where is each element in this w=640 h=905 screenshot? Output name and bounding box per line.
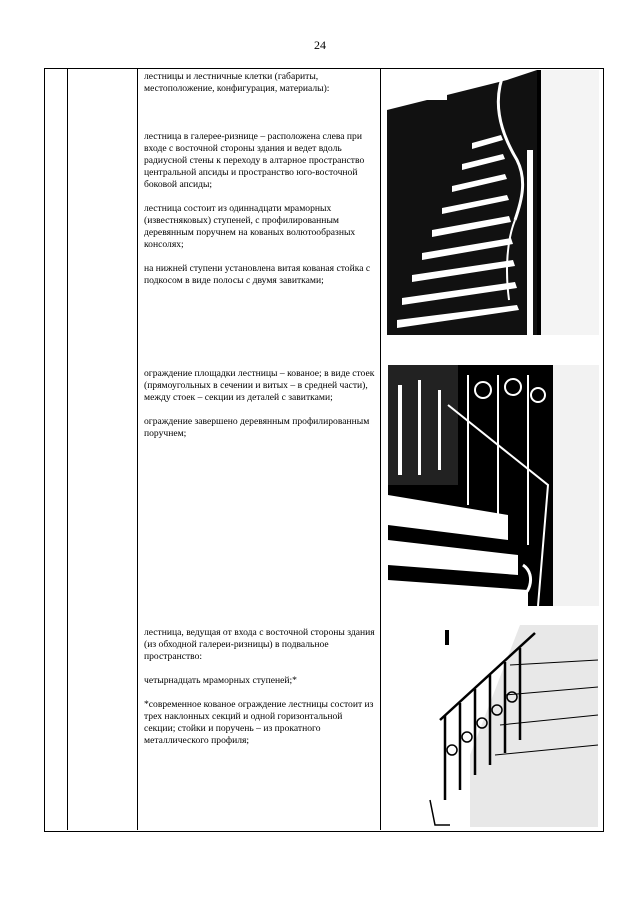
column-divider	[380, 68, 381, 830]
page-number: 24	[314, 38, 326, 52]
railing-photo-2	[388, 365, 599, 606]
column-divider	[67, 68, 68, 830]
staircase-photo-1	[387, 70, 599, 335]
paragraph: четырнадцать мраморных ступеней;*	[144, 675, 297, 686]
paragraph: ограждение площадки лестницы – кованое; в виде стоек (прямоугольных в сечении и витых – в средней части), между стоек – секции из деталей с завитками;	[144, 368, 375, 403]
paragraph: лестница, ведущая от входа с восточной стороны здания (из обходной галереи-ризницы) в подвальное пространство:	[144, 627, 375, 662]
basement-stair-photo-3	[410, 625, 598, 827]
section-1-text	[144, 71, 376, 299]
paragraph: *современное кованое ограждение лестницы состоит из трех наклонных секций и одной горизонтальной секции; стойки и поручень – из прокатного металлического профиля;	[144, 699, 374, 746]
paragraph: лестница в галерее-ризнице – расположена слева при входе с восточной стороны здания и ведет вдоль радиусной стены к переходу в алтарное пространство центральной апсиды и пространство юго-восточной боковой апсиды;	[144, 131, 365, 190]
paragraph: лестницы и лестничные клетки (габариты, местоположение, конфигурация, материалы):	[144, 71, 330, 94]
section-3-text	[144, 627, 376, 759]
column-divider	[137, 68, 138, 830]
paragraph: лестница состоит из одиннадцати мраморных (известняковых) ступеней, с профилированным деревянным поручнем на кованых волютообразных консолях;	[144, 203, 356, 250]
paragraph: на нижней ступени установлена витая кованая стойка с подкосом в виде полосы с двумя завитками;	[144, 263, 371, 286]
paragraph: ограждение завершено деревянным профилированным поручнем;	[144, 416, 370, 439]
section-2-text	[144, 368, 376, 452]
